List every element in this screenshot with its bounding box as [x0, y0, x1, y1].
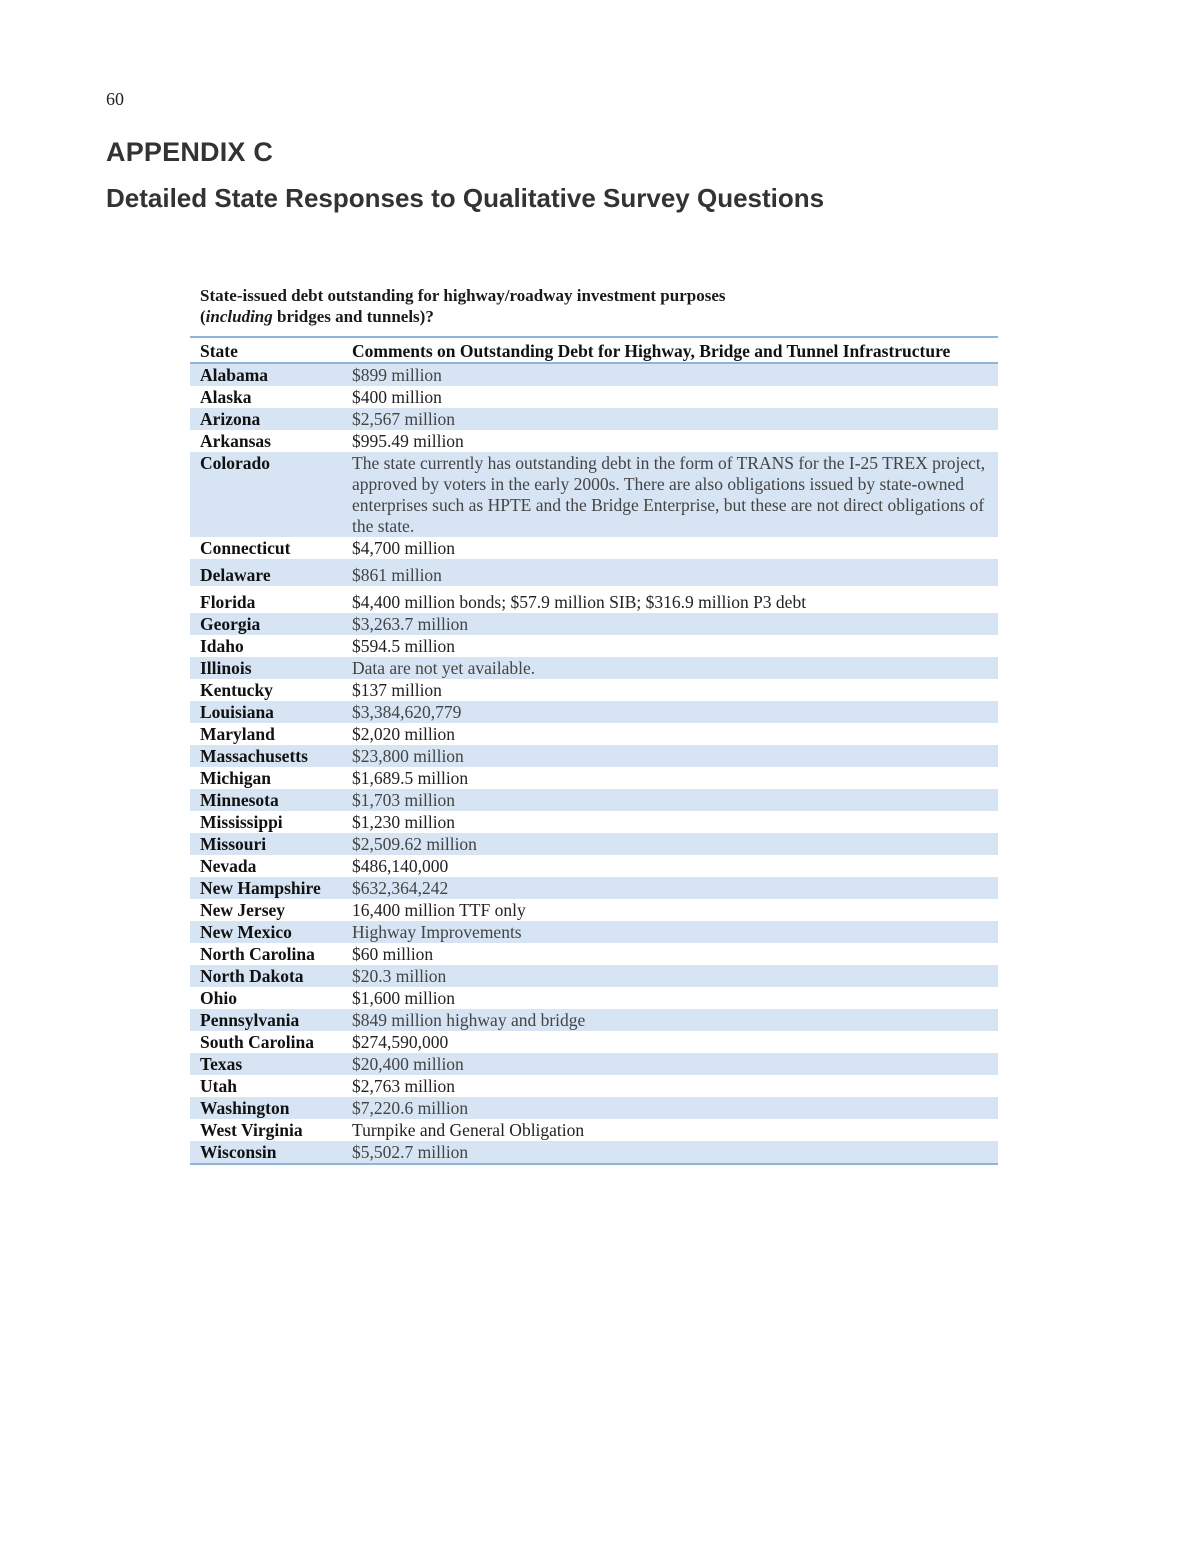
table-row	[190, 877, 998, 899]
table-row	[190, 833, 998, 855]
table-row	[190, 943, 998, 965]
state-cell: Connecticut	[200, 538, 291, 558]
table-caption-line2	[200, 306, 726, 327]
state-cell: Colorado	[190, 452, 342, 537]
state-cell: Massachusetts	[190, 745, 342, 767]
comment-cell: $2,567 million	[342, 408, 998, 430]
state-cell: Mississippi	[200, 812, 283, 832]
state-cell: North Carolina	[200, 944, 315, 964]
table-row	[190, 745, 998, 767]
comment-cell: $274,590,000	[352, 1032, 449, 1052]
comment-cell: $1,230 million	[352, 812, 456, 832]
state-cell: Alaska	[200, 387, 252, 407]
comment-cell: Data are not yet available.	[342, 657, 998, 679]
comment-cell: $2,509.62 million	[342, 833, 998, 855]
state-cell: Arkansas	[200, 431, 271, 451]
state-cell: Louisiana	[190, 701, 342, 723]
comment-cell: $486,140,000	[352, 856, 449, 876]
table-row	[190, 452, 998, 537]
table-caption	[200, 285, 726, 327]
table-row	[190, 1119, 998, 1141]
state-cell: Minnesota	[190, 789, 342, 811]
table-row	[190, 723, 998, 745]
state-cell: Missouri	[190, 833, 342, 855]
table-caption-line1: State-issued debt outstanding for highway/roadway investment purposes	[200, 286, 726, 305]
state-cell: New Hampshire	[190, 877, 342, 899]
comment-cell: Highway Improvements	[342, 921, 998, 943]
table-row	[190, 1053, 998, 1075]
table-row	[190, 1141, 998, 1164]
table-row	[190, 701, 998, 723]
table-row	[190, 899, 998, 921]
table-row	[190, 789, 998, 811]
table-row	[190, 1031, 998, 1053]
table-row	[190, 635, 998, 657]
table-header-row	[190, 337, 998, 363]
state-cell: Ohio	[200, 988, 237, 1008]
state-cell: West Virginia	[200, 1120, 303, 1140]
state-cell: New Jersey	[200, 900, 286, 920]
header-state: State	[200, 340, 238, 361]
state-cell: Wisconsin	[190, 1141, 342, 1164]
comment-cell: $23,800 million	[342, 745, 998, 767]
comment-cell: $1,689.5 million	[352, 768, 469, 788]
table-row	[190, 430, 998, 452]
comment-cell: $849 million highway and bridge	[342, 1009, 998, 1031]
comment-cell: $7,220.6 million	[342, 1097, 998, 1119]
comment-cell: $4,700 million	[352, 538, 456, 558]
comment-cell: $1,600 million	[352, 988, 456, 1008]
state-cell: Kentucky	[200, 680, 273, 700]
state-cell: South Carolina	[200, 1032, 314, 1052]
table-row	[190, 586, 998, 613]
page-number: 60	[106, 89, 124, 109]
state-cell: New Mexico	[190, 921, 342, 943]
comment-cell: $2,020 million	[352, 724, 456, 744]
state-cell: Illinois	[190, 657, 342, 679]
state-cell: Maryland	[200, 724, 275, 744]
comment-cell: $861 million	[342, 559, 998, 586]
comment-cell: $594.5 million	[352, 636, 456, 656]
comment-cell: $20,400 million	[342, 1053, 998, 1075]
comment-cell: $5,502.7 million	[342, 1141, 998, 1164]
table-row	[190, 855, 998, 877]
table-row	[190, 1075, 998, 1097]
comment-cell: $60 million	[352, 944, 434, 964]
state-cell: Washington	[190, 1097, 342, 1119]
state-cell: Texas	[190, 1053, 342, 1075]
comment-cell: The state currently has outstanding debt in the form of TRANS for the I-25 TREX project, approved by voters in the early 2000s. There are also obligations issued by state-owned enterprises such as HPTE and the Bridge Enterprise, but these are not direct obligations of the state.	[342, 452, 998, 537]
state-cell: North Dakota	[190, 965, 342, 987]
comment-cell: 16,400 million TTF only	[352, 900, 526, 920]
table-row	[190, 386, 998, 408]
table-row	[190, 363, 998, 386]
table-row	[190, 408, 998, 430]
comment-cell: Turnpike and General Obligation	[352, 1120, 585, 1140]
table-row	[190, 679, 998, 701]
state-cell: Michigan	[200, 768, 271, 788]
table-row	[190, 987, 998, 1009]
state-cell: Utah	[200, 1076, 237, 1096]
caption-open-paren: (	[200, 307, 206, 326]
comment-cell: $3,263.7 million	[342, 613, 998, 635]
state-cell: Nevada	[200, 856, 257, 876]
table-row	[190, 559, 998, 586]
table-row	[190, 1009, 998, 1031]
comment-cell: $995.49 million	[352, 431, 464, 451]
comment-cell: $1,703 million	[342, 789, 998, 811]
state-cell: Alabama	[190, 363, 342, 386]
comment-cell: $400 million	[352, 387, 442, 407]
state-debt-table	[190, 336, 998, 1165]
caption-italic-word: including	[205, 307, 273, 326]
comment-cell: $899 million	[342, 363, 998, 386]
state-cell: Pennsylvania	[190, 1009, 342, 1031]
comment-cell: $2,763 million	[352, 1076, 456, 1096]
table-row	[190, 767, 998, 789]
table-row	[190, 921, 998, 943]
table-row	[190, 811, 998, 833]
comment-cell: $4,400 million bonds; $57.9 million SIB; $316.9 million P3 debt	[352, 592, 807, 612]
appendix-title: Detailed State Responses to Qualitative Survey Questions	[106, 183, 825, 213]
state-cell: Florida	[200, 592, 256, 612]
comment-cell: $20.3 million	[342, 965, 998, 987]
comment-cell: $632,364,242	[342, 877, 998, 899]
state-cell: Georgia	[190, 613, 342, 635]
table-row	[190, 657, 998, 679]
appendix-label: APPENDIX C	[106, 137, 274, 167]
table-body	[190, 363, 998, 1164]
caption-rest: bridges and tunnels)?	[272, 307, 434, 326]
state-cell: Arizona	[190, 408, 342, 430]
state-cell: Delaware	[190, 559, 342, 586]
header-comments: Comments on Outstanding Debt for Highway, Bridge and Tunnel Infrastructure	[352, 340, 951, 361]
table-row	[190, 965, 998, 987]
comment-cell: $137 million	[352, 680, 442, 700]
table-row	[190, 537, 998, 559]
table-row	[190, 613, 998, 635]
table-row	[190, 1097, 998, 1119]
state-cell: Idaho	[200, 636, 244, 656]
comment-cell: $3,384,620,779	[342, 701, 998, 723]
